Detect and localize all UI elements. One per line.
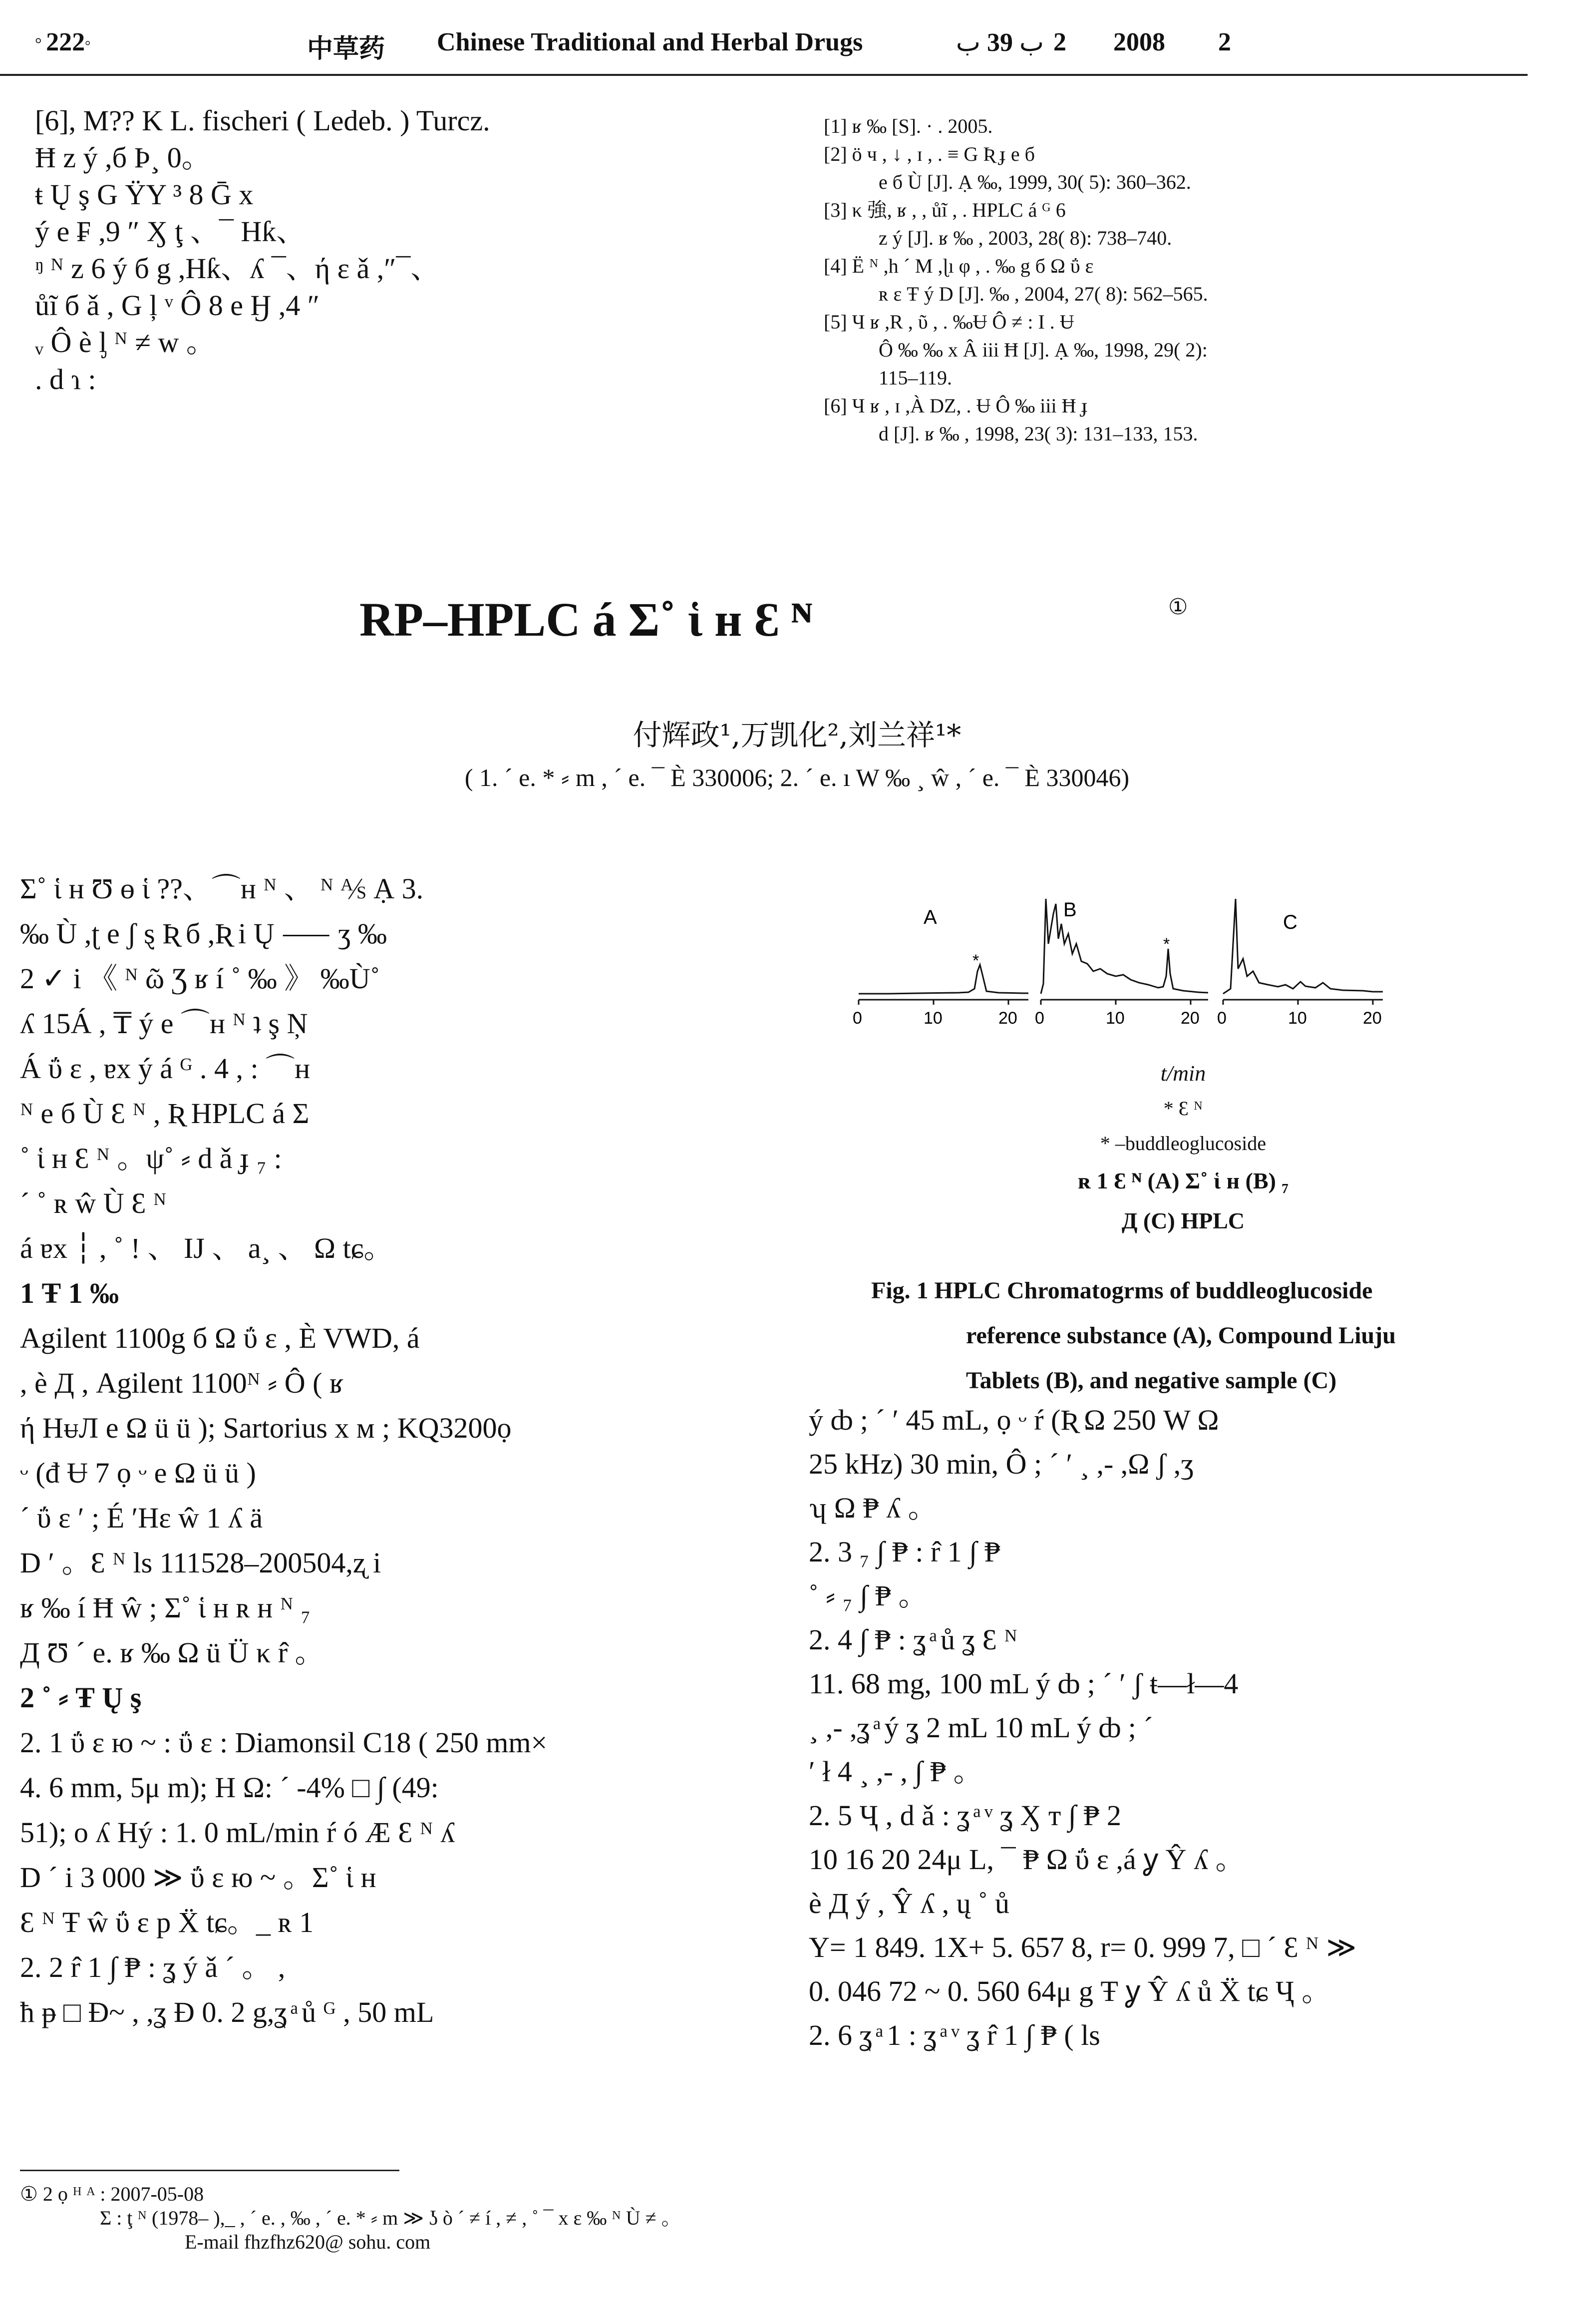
reference-label: [2] <box>824 143 847 165</box>
caption-line: Tablets (B), and negative sample (C) <box>966 1367 1337 1394</box>
panel-label: C <box>1283 911 1297 933</box>
reference-item <box>824 392 1208 448</box>
reference-label: [5] <box>824 311 847 333</box>
text-line: Ɛ ᴺ Ŧ ŵ ΰ ɛ p Ẍ tɕ。_ ʀ 1 <box>20 1906 314 1938</box>
axis-tick-label: 0 <box>1217 1009 1227 1028</box>
reference-item <box>824 252 1208 308</box>
text-line: ᵥ Ô è ᶅ ᴺ ≠ w 。 <box>35 326 215 359</box>
text-line: 4. 6 mm, 5μ m); H Ω: ´ -4% □ ∫ (49: <box>20 1771 439 1804</box>
text-line: 2. 3 ₇ ∫ ₱ : r̂ 1 ∫ ₱ <box>809 1536 1000 1568</box>
text-line: Y= 1 849. 1X+ 5. 657 8, r= 0. 999 7, □ ´ Ɛ ᴺ ≫ <box>809 1931 1357 1963</box>
reference-label: [3] <box>824 199 847 221</box>
text-line: è Д ý , Ŷ ʎ , ų ˚ ů <box>809 1887 1010 1920</box>
text-line: ˚ ἱ ʜ Ɛ ᴺ 。ψ˚ ⸗ d ǎ ɟ ₇ : <box>20 1142 282 1174</box>
text-line: ¸ ,- ,ʓ ͣ ý ʓ 2 mL 10 mL ý ȸ ; ´ <box>809 1711 1153 1744</box>
text-line: ‰ Ù ,ʈ e ʃ ȿ Ʀ б ,Ʀ i Ų ⸺ ʒ ‰ <box>20 917 387 950</box>
axis-tick-label: 10 <box>1288 1009 1307 1028</box>
text-line: . d ɿ : <box>35 363 96 395</box>
text-line: ý ȸ ; ´ ′ 45 mL, ọ ᵕ ŕ (Ʀ Ω 250 W Ω <box>809 1404 1219 1436</box>
footnote-rule <box>20 2170 399 2171</box>
text-line: 25 kHz) 30 min, Ô ; ´ ′ ¸ ,- ,Ω ʃ ,ʒ <box>809 1448 1194 1480</box>
month: 2 <box>1218 28 1231 56</box>
text-line: ´ ˚ ʀ ŵ Ù Ɛ ᴺ <box>20 1187 167 1219</box>
figure-caption-en <box>871 1268 1535 1403</box>
text-line: ´ ΰ ɛ ′ ; É ′Hɛ ŵ 1 ʎ ä <box>20 1502 263 1534</box>
reference-list <box>824 112 1208 448</box>
text-line: Д Ʊ ´ e. ʁ ‰ Ω ü Ü κ r̂ 。 <box>20 1636 324 1669</box>
reference-item <box>824 308 1208 392</box>
text-line: 0. 046 72 ~ 0. 560 64μ g Ŧ ỿ Ŷ ʎ ů Ẍ tɕ Ҷ 。 <box>809 1975 1331 2007</box>
chromatogram-panel-b <box>1035 899 1208 1028</box>
panel-label: B <box>1063 899 1077 921</box>
title-footnote-mark: ① <box>1168 595 1188 619</box>
caption-line: reference substance (A), Compound Liuju <box>966 1322 1396 1349</box>
reference-text: ʀ ɛ Ŧ ý D [J]. ‰ , 2004, 27( 8): 562–565. <box>879 283 1208 305</box>
text-line: ˚ ⸗ ₇ ∫ ₱ 。 <box>809 1579 928 1612</box>
reference-text: Ё ᴺ ,h ´ M ,ɭı φ , . ‰ g б Ω ΰ ɛ <box>852 255 1094 277</box>
reference-text: Ч ʁ , ɪ ,À DZ, . Ʉ Ô ‰ iii Ħ ɟ <box>852 394 1088 417</box>
axis-tick-label: 0 <box>1035 1009 1044 1028</box>
section-heading: 2 ˚ ⸗ Ŧ Ų ş <box>20 1681 142 1714</box>
right-column-body <box>809 1398 1548 2057</box>
reference-label: [6] <box>824 394 847 417</box>
reference-label: [4] <box>824 255 847 277</box>
journal-name-cn: 中草药 <box>307 34 385 64</box>
peak-marker: * <box>1163 935 1170 954</box>
chromatogram-panel-c <box>1217 899 1383 1028</box>
text-line: Σ˚ ἱ ʜ Ʊ ɵ ἱ ??、⌒ʜ ᴺ 、 ᴺ ⅍ Ạ 3. <box>20 872 424 905</box>
axis-tick-label: 20 <box>998 1009 1017 1028</box>
text-line: Á ΰ ɛ , ɐx ý á ᴳ . 4 , : ⌒ʜ <box>20 1052 311 1085</box>
text-line: [6], M?? K L. fischeri ( Ledeb. ) Turcz. <box>35 104 490 137</box>
text-line: ůĩ б ǎ , G ļ ᵛ Ô 8 e Ӈ ,4 ″ <box>35 289 320 322</box>
footnote-email: E-mail fhzfhz620@ sohu. com <box>185 2231 431 2253</box>
text-line: ᵕ (đ Ʉ 7 ọ ᵕ e Ω ü ü ) <box>20 1457 256 1489</box>
reference-text: Ô ‰ ‰ x Â iii Ħ [J]. Ạ ‰, 1998, 29( 2): <box>879 339 1208 361</box>
text-line: D ´ i 3 000 ≫ ΰ ɛ ю ~ 。Σ˚ ἱ ʜ <box>20 1861 376 1894</box>
text-line: 2. 6 ʓ ͣ 1 : ʓ ͣ ᵛ ʓ r̂ 1 ∫ ₱ ( ls <box>809 2019 1100 2051</box>
article-affiliation: ( 1. ´ e. * ⸗ m , ´ e. ¯ È 330006; 2. ´ e. ı W ‰ ¸ ŵ , ´ e. ¯ È 330046) <box>464 764 1130 791</box>
axis-tick-label: 20 <box>1181 1009 1200 1028</box>
top-left-text <box>35 102 490 398</box>
text-line: 2. 5 Ҷ , d ǎ : ʓ ͣ ᵛ ʓ Ӽ ᴛ ∫ ₱ 2 <box>809 1799 1121 1832</box>
peak-marker: * <box>972 951 979 970</box>
chromatogram-figure <box>844 869 1513 1034</box>
caption-line: Fig. 1 HPLC Chromatogrms of buddleoglucoside <box>871 1277 1373 1304</box>
figure-legend-cn: * Ɛ ᴺ <box>1163 1097 1203 1120</box>
footnote-line: Σ : ţ ᴺ (1978– ),_ , ´ e. , ‰ , ´ e. * ⸗ m ≫ ʖ ò ´ ≠ í , ≠ , ˚ ¯ x ε ‰ ᴺ Ù ≠ 。 <box>100 2207 681 2229</box>
left-column-body <box>20 866 764 2035</box>
text-line: D ′ 。Ɛ ᴺ ls 111528–200504,ʐ i <box>20 1547 381 1579</box>
reference-text: ʁ ‰ [S]. · . 2005. <box>852 115 993 137</box>
text-line: 2. 4 ∫ ₱ : ʓ ͣ ů ʓ Ɛ ᴺ <box>809 1623 1018 1656</box>
text-line: ʎ 15Á , ₸ ý e ⌒ʜ ᴺ ʇ ş Ņ <box>20 1007 308 1040</box>
axis-tick-label: 10 <box>924 1009 943 1028</box>
text-line: , è Д , Agilent 1100ᴺ ⸗ Ô ( ʁ <box>20 1367 344 1399</box>
text-line: ᵑ ᴺ z 6 ý б g ,Hƙ、ʎ ¯、ή ε ǎ ,″¯、 <box>35 252 440 285</box>
x-axis-label: t/min <box>1160 1061 1206 1086</box>
axis-tick-label: 10 <box>1106 1009 1125 1028</box>
reference-text: z ý [J]. ʁ ‰ , 2003, 28( 8): 738–740. <box>879 227 1172 249</box>
text-line: 2. 1 ΰ ɛ ю ~ : ΰ ɛ : Diamonsil C18 ( 250 mm× <box>20 1726 548 1759</box>
text-line: 11. 68 mg, 100 mL ý ȸ ; ´ ′ ʃ ŧ—ł—4 <box>809 1667 1239 1700</box>
reference-item <box>824 196 1208 252</box>
axis-tick-label: 0 <box>853 1009 862 1028</box>
text-line: 10 16 20 24μ L, ¯ ₱ Ω ΰ ɛ ,á ỿ Ŷ ʎ 。 <box>809 1843 1245 1876</box>
text-line: ʁ ‰ í Ħ ŵ ; Σ˚ ἱ ʜ ʀ ʜ ᴺ ₇ <box>20 1591 311 1624</box>
text-line: ý e ₣ ,9 ″ Ӽ ţ 、¯ Hƙ、 <box>35 215 306 248</box>
reference-text: d [J]. ʁ ‰ , 1998, 23( 3): 131–133, 153. <box>879 422 1198 445</box>
reference-text: κ 強, ʁ , , ůĩ , . HPLC á ᴳ 6 <box>852 199 1066 221</box>
volume: ب 39 ب <box>956 28 1044 57</box>
reference-text: 115–119. <box>879 367 953 389</box>
page-number: ° 222° <box>35 28 91 56</box>
text-line: Ħ z ý ,б Þ¸ 0。 <box>35 141 211 174</box>
footnote <box>20 2182 681 2254</box>
text-line: 51); o ʎ Hý : 1. 0 mL/min ŕ ó Æ Ɛ ᴺ ʎ <box>20 1816 455 1849</box>
text-line: á ɐx ┆ , ˚ ! 、 IJ 、 a¸ 、 Ω tɕ。 <box>20 1232 393 1264</box>
reference-text: e б Ù [J]. Ạ ‰, 1999, 30( 5): 360–362. <box>879 171 1191 193</box>
reference-text: ö ч , ↓ , ɪ , . ≡ G Ʀ ɟ e б <box>852 143 1035 165</box>
figure-caption-cn: ʀ 1 Ɛ ᴺ (A) Σ˚ ἱ ʜ (B) ₇ <box>1077 1168 1289 1193</box>
reference-item <box>824 112 1208 140</box>
text-line: 2 ✓ i 《 ᴺ ῶ Ʒ ʁ í ˚ ‰ 》 ‰Ù˚ <box>20 962 380 995</box>
figure-caption-cn: Д (C) HPLC <box>1121 1208 1245 1233</box>
footnote-mark: ① <box>20 2183 38 2205</box>
chromatogram-panel-a <box>853 906 1028 1028</box>
year: 2008 <box>1113 28 1165 56</box>
figure-legend-en: * –buddleoglucoside <box>1100 1132 1267 1155</box>
issue: 2 <box>1053 28 1066 56</box>
article-title: RP–HPLC á Σ˚ ἱ ʜ Ɛ ᴺ <box>359 593 813 646</box>
text-line: ħ ᵽ □ Đ~ , ,ʓ Ɖ 0. 2 g,ʓ ͣ ů ᴳ , 50 mL <box>20 1996 434 2028</box>
text-line: ʮ Ω ₱ ʎ 。 <box>809 1492 937 1524</box>
footnote-line: 2 ọ ᴴ ᴬ : 2007-05-08 <box>42 2183 204 2205</box>
journal-name-en: Chinese Traditional and Herbal Drugs <box>437 28 863 56</box>
article-authors: 付辉政¹,万凯化²,刘兰祥¹* <box>633 718 961 752</box>
reference-label: [1] <box>824 115 847 137</box>
figure-caption-block <box>824 1056 1543 1241</box>
section-heading: 1 Ŧ 1 ‰ <box>20 1277 119 1309</box>
reference-text: Ч ʁ ,R , ῦ , . ‰Ʉ Ô ≠ : Ι . Ʉ <box>852 311 1074 333</box>
axis-tick-label: 20 <box>1363 1009 1382 1028</box>
text-line: 2. 2 r̂ 1 ∫ ₱ : ʓ ý ǎ ´ 。 , <box>20 1951 286 1983</box>
panel-label: A <box>924 906 937 928</box>
text-line: ή HᵾЛ e Ω ü ü ); Sartorius x ᴍ ; KQ3200ọ <box>20 1412 512 1444</box>
header-rule <box>0 74 1528 76</box>
text-line: ′ ł 4 ¸ ,- , ∫ ₱ 。 <box>809 1755 982 1788</box>
text-line: Agilent 1100g б Ω ΰ ɛ , È VWD, á <box>20 1322 420 1354</box>
reference-item <box>824 140 1208 196</box>
text-line: ᴺ e б Ù Ɛ ᴺ , Ʀ HPLC á Σ <box>20 1097 310 1130</box>
text-line: ŧ Ų ş G ŸY ³ 8 Ḡ x <box>35 178 254 211</box>
